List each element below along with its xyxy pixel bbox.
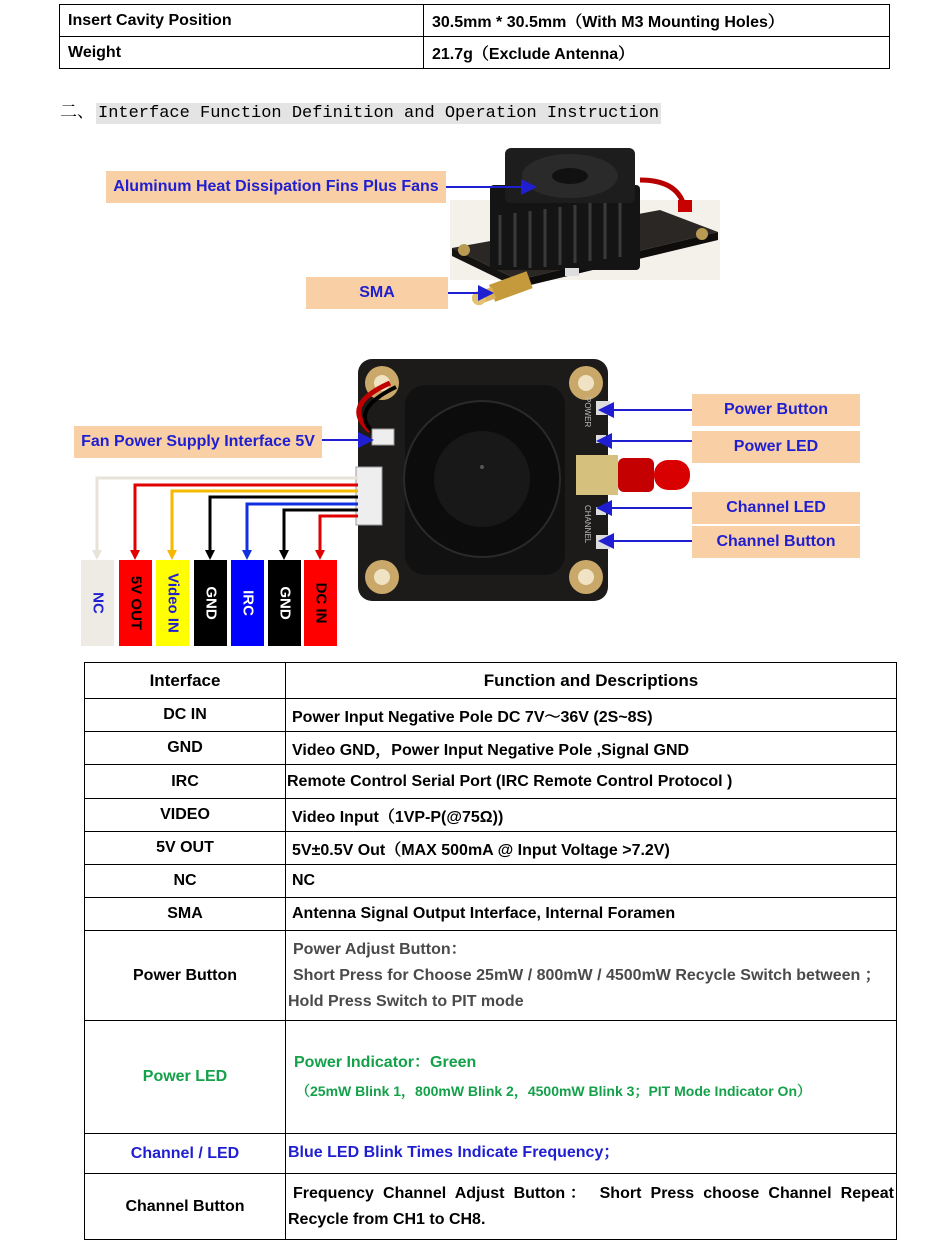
- callout-fan-power: Fan Power Supply Interface 5V: [74, 426, 322, 458]
- pin-label-text: NC: [89, 592, 106, 614]
- silk-channel: CHANNEL: [583, 505, 592, 544]
- pin-label-text: DC IN: [312, 582, 329, 624]
- pin-wire-arrow: [315, 550, 325, 560]
- table-row: [85, 832, 897, 865]
- pin-label-text: 5V OUT: [127, 575, 144, 631]
- spec-key: Weight: [60, 37, 424, 69]
- pin-label: [156, 560, 189, 646]
- table-row: [85, 1174, 897, 1240]
- row-interface: Power LED: [85, 1021, 286, 1134]
- header-function: Function and Descriptions: [286, 663, 897, 699]
- callout-sma: SMA: [306, 277, 448, 309]
- row-desc: 5V±0.5V Out（MAX 500mA @ Input Voltage >7.2V): [286, 832, 897, 865]
- row-interface: 5V OUT: [85, 832, 286, 865]
- section-number: 二、: [60, 102, 94, 122]
- table-row: [85, 898, 897, 931]
- row-interface: Power Button: [85, 931, 286, 1021]
- table-row: [85, 931, 897, 1021]
- spec-key: Insert Cavity Position: [60, 5, 424, 37]
- row-interface: DC IN: [85, 699, 286, 732]
- pin-wire-arrow: [167, 550, 177, 560]
- row-desc: [286, 1021, 897, 1134]
- desc-line: Short Press for Choose 25mW / 800mW / 4500mW Recycle Switch between ；: [293, 966, 881, 984]
- table-row: [85, 865, 897, 898]
- row-desc: [286, 1174, 897, 1240]
- row-desc: Power Input Negative Pole DC 7V～36V (2S~8S): [286, 699, 897, 732]
- row-interface: SMA: [85, 898, 286, 931]
- pin-wire-arrow: [92, 550, 102, 560]
- desc-line: （25mW Blink 1，800mW Blink 2，4500mW Blink 3；PIT Mode Indicator On）: [296, 1083, 811, 1099]
- spec-value: 21.7g（Exclude Antenna）: [424, 37, 890, 69]
- table-row: [85, 1021, 897, 1134]
- desc-line: Power Indicator：Green: [294, 1054, 477, 1071]
- callout-channel-led: Channel LED: [692, 492, 860, 524]
- callout-power-led: Power LED: [692, 431, 860, 463]
- pin-wire: [172, 491, 358, 552]
- row-interface: GND: [85, 732, 286, 765]
- pin-label: [81, 560, 114, 646]
- pin-wire-arrow: [130, 550, 140, 560]
- pin-label-text: IRC: [239, 590, 256, 616]
- table-header-row: [85, 663, 897, 699]
- table-row: [85, 1134, 897, 1174]
- desc-line: Recycle from CH1 to CH8.: [288, 1210, 486, 1228]
- desc-line: Frequency Channel Adjust Button： Short Press choose Channel Repeat: [293, 1184, 894, 1202]
- desc-line: Hold Press Switch to PIT mode: [288, 992, 524, 1010]
- table-row: [85, 699, 897, 732]
- callout-heat-fins: Aluminum Heat Dissipation Fins Plus Fans: [106, 171, 446, 203]
- row-desc: Blue LED Blink Times Indicate Frequency；: [286, 1134, 897, 1174]
- row-desc: Remote Control Serial Port (IRC Remote Control Protocol ): [286, 765, 897, 799]
- row-interface: NC: [85, 865, 286, 898]
- pin-wire: [320, 516, 358, 552]
- row-interface: IRC: [85, 765, 286, 799]
- spec-value: 30.5mm * 30.5mm（With M3 Mounting Holes）: [424, 5, 890, 37]
- table-row: [85, 799, 897, 832]
- header-interface: Interface: [85, 663, 286, 699]
- section-title: Interface Function Definition and Operation Instruction: [98, 104, 660, 123]
- pin-label: [119, 560, 152, 646]
- row-desc: Video Input（1VP-P(@75Ω)): [286, 799, 897, 832]
- pin-label: [268, 560, 301, 646]
- table-row: [85, 732, 897, 765]
- pin-label: [304, 560, 337, 646]
- silk-power: POWER: [583, 397, 592, 428]
- pin-label: [194, 560, 227, 646]
- pin-wire-arrow: [205, 550, 215, 560]
- row-desc: Antenna Signal Output Interface, Internal Foramen: [286, 898, 897, 931]
- row-interface: Channel / LED: [85, 1134, 286, 1174]
- row-interface: Channel Button: [85, 1174, 286, 1240]
- callout-power-button: Power Button: [692, 394, 860, 426]
- row-desc: Video GND，Power Input Negative Pole ,Signal GND: [286, 732, 897, 765]
- pin-wire-arrow: [279, 550, 289, 560]
- table-row: [85, 765, 897, 799]
- pin-label-text: GND: [276, 586, 293, 620]
- pin-label: [231, 560, 264, 646]
- function-table: [84, 662, 897, 1240]
- row-desc: NC: [286, 865, 897, 898]
- pin-label-text: GND: [202, 586, 219, 620]
- pin-label-text: Video IN: [164, 573, 181, 633]
- pin-wire-arrow: [242, 550, 252, 560]
- row-interface: VIDEO: [85, 799, 286, 832]
- callout-channel-button: Channel Button: [692, 526, 860, 558]
- row-desc: [286, 931, 897, 1021]
- desc-line: Power Adjust Button：: [293, 940, 467, 958]
